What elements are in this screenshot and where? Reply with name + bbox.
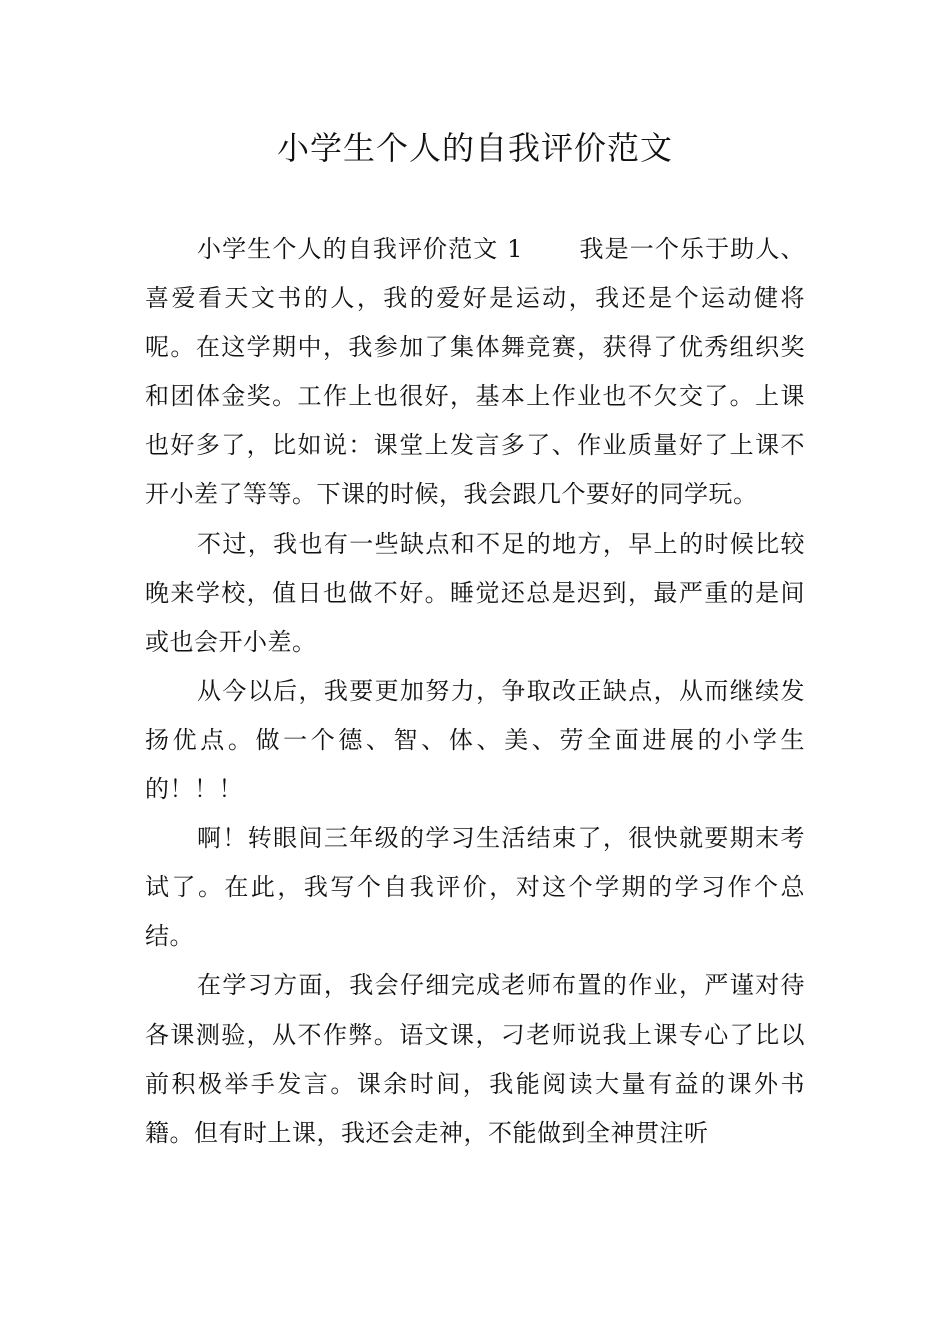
- paragraph-2-text: 不过，我也有一些缺点和不足的地方，早上的时候比较晚来学校，值日也做不好。睡觉还总是迟到，最严重的是间或也会开小差。: [145, 529, 805, 656]
- paragraph-1: [145, 225, 805, 520]
- paragraph-4: [145, 814, 805, 961]
- document-body: [145, 225, 805, 1158]
- paragraph-2: [145, 520, 805, 667]
- paragraph-3-text: 从今以后，我要更加努力，争取改正缺点，从而继续发扬优点。做一个德、智、体、美、劳全面进展的小学生的！！！: [145, 676, 805, 804]
- paragraph-1-text: 我是一个乐于助人、喜爱看天文书的人，我的爱好是运动，我还是个运动健将呢。在这学期中，我参加了集体舞竞赛，获得了优秀组织奖和团体金奖。工作上也很好，基本上作业也不欠交了。上课也好多了，比如说：课堂上发言多了、作业质量好了上课不开小差了等等。下课的时候，我会跟几个要好的同学玩。: [145, 235, 805, 509]
- paragraph-5-text: 在学习方面，我会仔细完成老师布置的作业，严谨对待各课测验，从不作弊。语文课，刁老师说我上课专心了比以前积极举手发言。课余时间，我能阅读大量有益的课外书籍。但有时上课，我还会走神，不能做到全神贯注听: [145, 971, 805, 1147]
- paragraph-3: [145, 667, 805, 814]
- document-title: 小学生个人的自我评价范文: [276, 129, 673, 167]
- paragraph-5: [145, 961, 805, 1157]
- paragraph-4-text: 啊！转眼间三年级的学习生活结束了，很快就要期末考试了。在此，我写个自我评价，对这个学期的学习作个总结。: [145, 824, 805, 951]
- paragraph-1-lead: 小学生个人的自我评价范文 1: [197, 235, 523, 263]
